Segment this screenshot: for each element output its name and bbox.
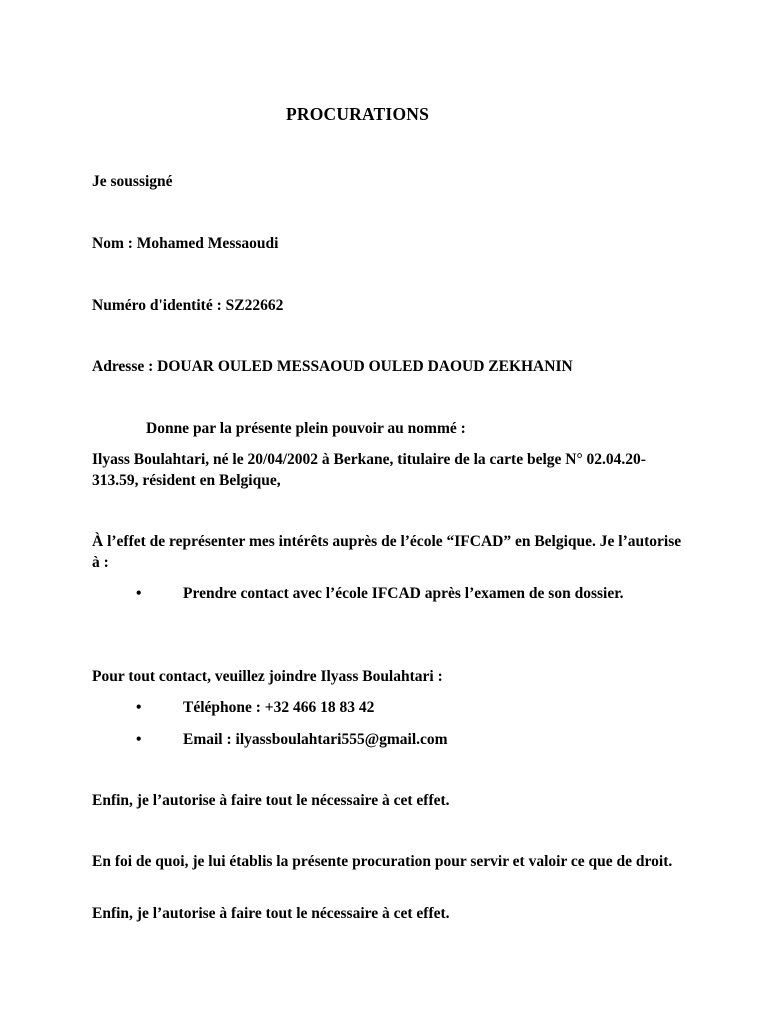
document-title: PROCURATIONS	[285, 104, 430, 124]
intro-line: Je soussigné	[92, 173, 173, 190]
closing-line-2: Enfin, je l’autorise à faire tout le nécessaire à cet effet.	[92, 905, 450, 922]
phone-list-item	[92, 697, 682, 718]
agent-paragraph: Ilyass Boulahtari, né le 20/04/2002 à Berkane, titulaire de la carte belge N° 02.04.20-313.59, résident en Belgique,	[92, 451, 646, 489]
bullet-icon: •	[136, 699, 142, 716]
witness-paragraph: En foi de quoi, je lui établis la présente procuration pour servir et valoir ce que de droit.	[92, 853, 673, 870]
phone-text: Téléphone : +32 466 18 83 42	[183, 699, 375, 716]
name-line: Nom : Mohamed Messaoudi	[92, 235, 279, 252]
id-number-line: Numéro d'identité : SZ22662	[92, 297, 284, 314]
purpose-paragraph: À l’effet de représenter mes intérêts auprès de l’école “IFCAD” en Belgique. Je l’autorise à :	[92, 533, 682, 571]
authorization-list-item	[92, 583, 682, 604]
bullet-icon: •	[136, 731, 142, 748]
authorization-item-text: Prendre contact avec l’école IFCAD après l’examen de son dossier.	[183, 585, 624, 602]
closing-line-1: Enfin, je l’autorise à faire tout le nécessaire à cet effet.	[92, 792, 450, 809]
address-line: Adresse : DOUAR OULED MESSAOUD OULED DAOUD ZEKHANIN	[92, 358, 573, 375]
email-text: Email : ilyassboulahtari555@gmail.com	[183, 731, 448, 748]
power-granted-line: Donne par la présente plein pouvoir au nommé :	[146, 420, 466, 437]
contact-intro-line: Pour tout contact, veuillez joindre Ilyass Boulahtari :	[92, 668, 443, 685]
email-list-item	[92, 729, 682, 750]
bullet-icon: •	[136, 585, 142, 602]
